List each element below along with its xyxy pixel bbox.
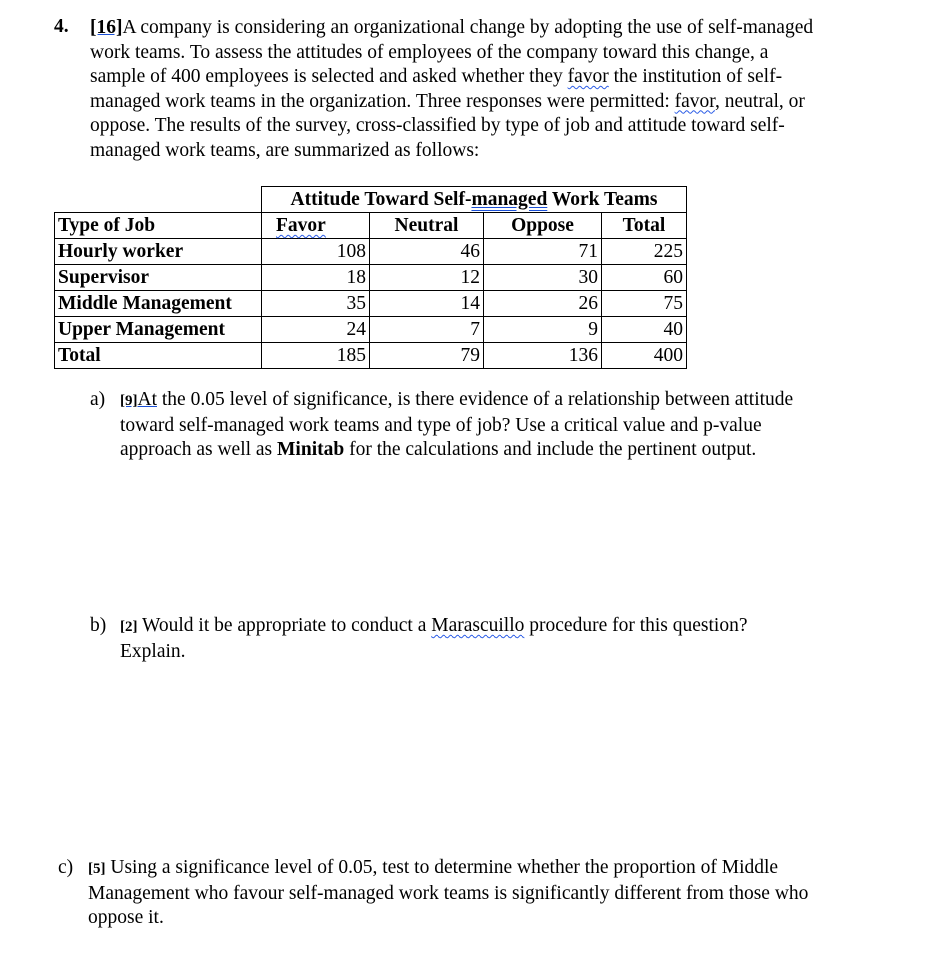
question-line-5: oppose. The results of the survey, cross-classified by type of job and attitude toward self- (90, 115, 785, 136)
question-line-3: sample of 400 employees is selected and asked whether they favor the institution of self- (90, 66, 783, 87)
part-a-line-3: approach as well as Minitab for the calculations and include the pertinent output. (120, 439, 757, 460)
column-header-total: Total (602, 213, 687, 239)
table-column-header-row (55, 213, 687, 239)
question-line-1: [16]A company is considering an organizational change by adopting the use of self-managed (90, 17, 814, 38)
column-header-oppose: Oppose (484, 213, 602, 239)
question-text (90, 16, 910, 163)
column-header-favor: Favor (262, 213, 370, 239)
table-row: Hourly worker 108 46 71 225 (55, 239, 687, 265)
part-a-line-1: [9]At the 0.05 level of significance, is there evidence of a relationship between attitude (120, 389, 794, 410)
question-line-6: managed work teams, are summarized as follows: (90, 139, 480, 161)
part-c-label: c) (58, 857, 74, 878)
part-b-line-2: Explain. (120, 640, 186, 662)
question-points: [16] (90, 17, 123, 38)
table-group-header: Attitude Toward Self-managed Work Teams (262, 187, 687, 213)
part-c-line-3: oppose it. (88, 907, 164, 928)
part-b-label: b) (90, 615, 107, 636)
part-b-line-1: [2] Would it be appropriate to conduct a Marascuillo procedure for this question? (120, 615, 748, 636)
table-total-row: Total 185 79 136 400 (55, 343, 687, 369)
table-row: Middle Management 35 14 26 75 (55, 291, 687, 317)
part-c-line-2: Management who favour self-managed work teams is significantly different from those who (88, 882, 809, 904)
part-a-label: a) (90, 389, 106, 410)
question-line-2: work teams. To assess the attitudes of employees of the company toward this change, a (90, 41, 769, 63)
table-row: Upper Management 24 7 9 40 (55, 317, 687, 343)
row-header: Type of Job (55, 213, 262, 239)
part-a-line-2: toward self-managed work teams and type of job? Use a critical value and p-value (120, 414, 762, 436)
question-number: 4. (54, 16, 69, 37)
table-row: Supervisor 18 12 30 60 (55, 265, 687, 291)
part-c-line-1: [5] Using a significance level of 0.05, test to determine whether the proportion of Middle (88, 857, 779, 878)
part-a-link[interactable]: At (137, 389, 157, 410)
table-group-header-row (55, 187, 687, 213)
column-header-neutral: Neutral (370, 213, 484, 239)
contingency-table (54, 186, 687, 369)
question-line-4: managed work teams in the organization. Three responses were permitted: favor, neutral, or (90, 90, 805, 112)
